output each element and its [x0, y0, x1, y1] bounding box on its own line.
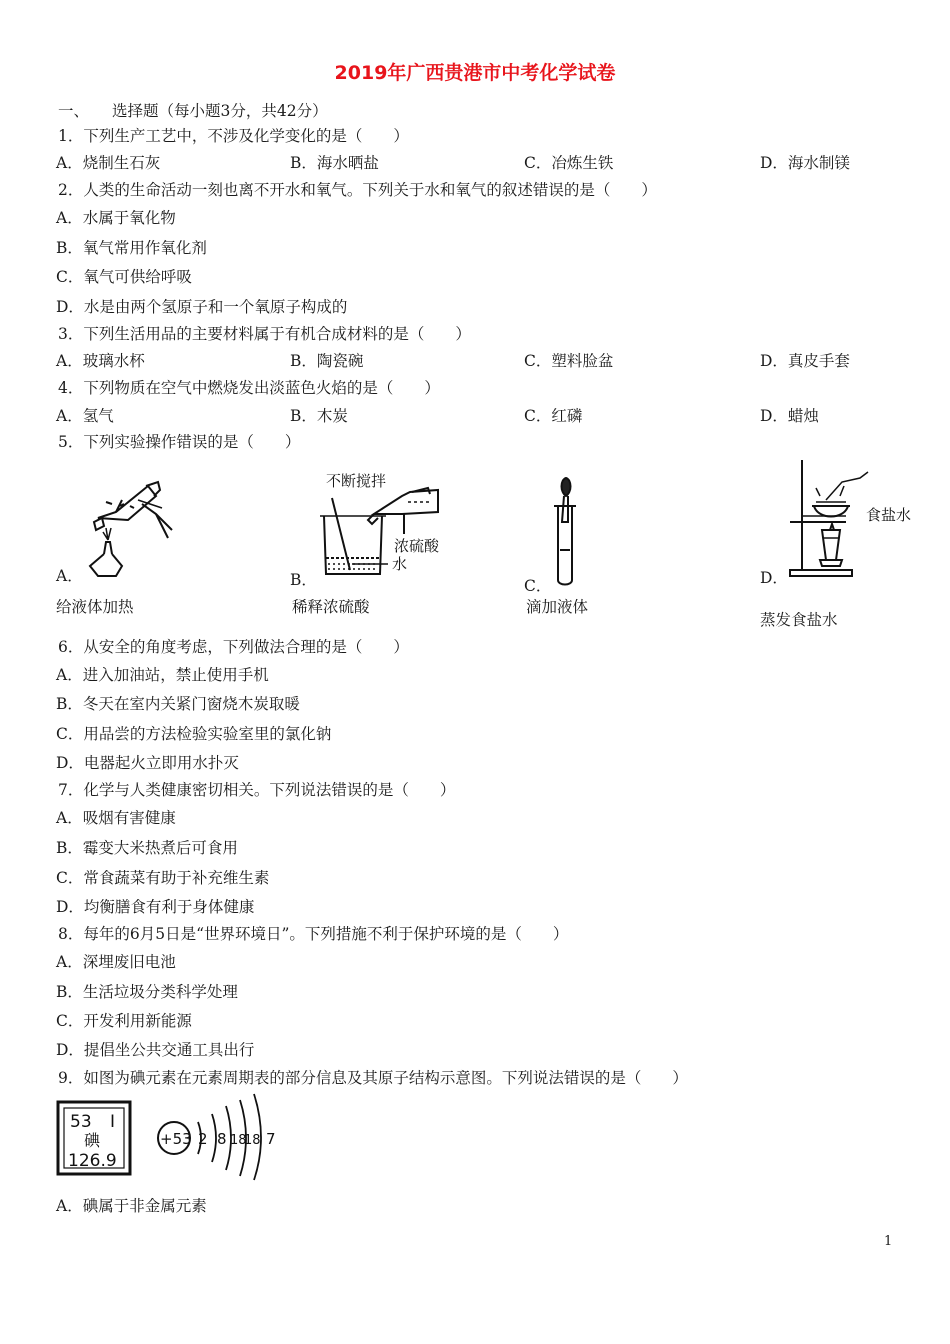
- q7-option-d: D．均衡膳食有利于身体健康: [56, 898, 255, 916]
- question-1-stem: 1．下列生产工艺中，不涉及化学变化的是（ ）: [58, 127, 409, 145]
- q8-option-b: B．生活垃圾分类科学处理: [56, 983, 238, 1001]
- q5-caption-b: 稀释浓硫酸: [292, 598, 370, 616]
- iodine-atom-structure: [154, 1090, 284, 1180]
- shell-2-count: 8: [217, 1130, 227, 1148]
- q6-option-a: A．进入加油站，禁止使用手机: [56, 666, 269, 684]
- figure-heating-liquid: [76, 478, 186, 582]
- question-7-stem: 7．化学与人类健康密切相关。下列说法错误的是（ ）: [58, 781, 456, 799]
- q2-option-d: D．水是由两个氢原子和一个氧原子构成的: [56, 298, 348, 316]
- element-atomic-number: 53: [70, 1112, 92, 1132]
- shell-5-count: 7: [266, 1130, 276, 1148]
- q8-option-c: C．开发利用新能源: [56, 1012, 192, 1030]
- element-name: 碘: [84, 1131, 101, 1150]
- q5-caption-c: 滴加液体: [526, 598, 589, 616]
- label-stir: 不断搅拌: [326, 472, 387, 490]
- q3-option-d: D．真皮手套: [760, 352, 850, 370]
- question-5-stem: 5．下列实验操作错误的是（ ）: [58, 433, 301, 451]
- q5-option-b: B．: [290, 571, 317, 589]
- figure-adding-liquid: [540, 470, 590, 590]
- question-8-stem: 8．每年的6月5日是“世界环境日”。下列措施不利于保护环境的是（ ）: [58, 925, 569, 943]
- q7-option-a: A．吸烟有害健康: [56, 809, 176, 827]
- q4-option-a: A．氢气: [56, 407, 114, 425]
- q5-caption-d: 蒸发食盐水: [760, 611, 838, 629]
- q6-option-c: C．用品尝的方法检验实验室里的氯化钠: [56, 725, 332, 743]
- figure-diluting-acid: [312, 470, 472, 584]
- element-atomic-mass: 126.9: [68, 1151, 117, 1171]
- q1-option-d: D．海水制镁: [760, 154, 850, 172]
- q7-option-c: C．常食蔬菜有助于补充维生素: [56, 869, 270, 887]
- q2-option-c: C．氧气可供给呼吸: [56, 268, 192, 286]
- q4-option-c: C．红磷: [524, 407, 583, 425]
- q2-option-a: A．水属于氧化物: [56, 209, 176, 227]
- question-6-stem: 6．从安全的角度考虑，下列做法合理的是（ ）: [58, 638, 409, 656]
- section-heading: 选择题（每小题3分，共42分）: [112, 102, 328, 120]
- q1-option-a: A．烧制生石灰: [56, 154, 161, 172]
- q9-option-a: A．碘属于非金属元素: [56, 1197, 207, 1215]
- q5-option-d: D．: [760, 569, 788, 587]
- question-4-stem: 4．下列物质在空气中燃烧发出淡蓝色火焰的是（ ）: [58, 379, 440, 397]
- page-title: 2019年广西贵港市中考化学试卷: [334, 62, 616, 84]
- label-water: 水: [392, 555, 408, 573]
- q3-option-c: C．塑料脸盆: [524, 352, 614, 370]
- q6-option-d: D．电器起火立即用水扑灭: [56, 754, 239, 772]
- q5-caption-a: 给液体加热: [56, 598, 134, 616]
- q5-option-c: C．: [524, 577, 552, 595]
- q4-option-b: B．木炭: [290, 407, 348, 425]
- label-acid: 浓硫酸: [394, 537, 440, 555]
- q1-option-c: C．冶炼生铁: [524, 154, 614, 172]
- q3-option-a: A．玻璃水杯: [56, 352, 145, 370]
- shell-4-count: 18: [244, 1133, 261, 1148]
- q6-option-b: B．冬天在室内关紧门窗烧木炭取暖: [56, 695, 300, 713]
- shell-1-count: 2: [198, 1130, 208, 1148]
- q5-option-a: A．: [56, 567, 83, 585]
- section-number: 一、: [58, 102, 90, 120]
- element-group: I: [110, 1112, 116, 1132]
- q8-option-a: A．深埋废旧电池: [56, 953, 176, 971]
- shell-3-count: 18: [230, 1133, 247, 1148]
- q8-option-d: D．提倡坐公共交通工具出行: [56, 1041, 255, 1059]
- atom-nucleus-charge: +53: [160, 1130, 192, 1148]
- q4-option-d: D．蜡烛: [760, 407, 819, 425]
- q3-option-b: B．陶瓷碗: [290, 352, 364, 370]
- q7-option-b: B．霉变大米热煮后可食用: [56, 839, 238, 857]
- q2-option-b: B．氧气常用作氧化剂: [56, 239, 207, 257]
- question-9-stem: 9．如图为碘元素在元素周期表的部分信息及其原子结构示意图。下列说法错误的是（ ）: [58, 1069, 688, 1087]
- question-3-stem: 3．下列生活用品的主要材料属于有机合成材料的是（ ）: [58, 325, 471, 343]
- iodine-element-card: [56, 1100, 136, 1178]
- figure-evaporating-salt: [786, 456, 926, 580]
- q1-option-b: B．海水晒盐: [290, 154, 379, 172]
- label-salt-water: 食盐水: [866, 506, 912, 524]
- question-2-stem: 2．人类的生命活动一刻也离不开水和氧气。下列关于水和氧气的叙述错误的是（ ）: [58, 181, 657, 199]
- page-number: 1: [884, 1234, 893, 1249]
